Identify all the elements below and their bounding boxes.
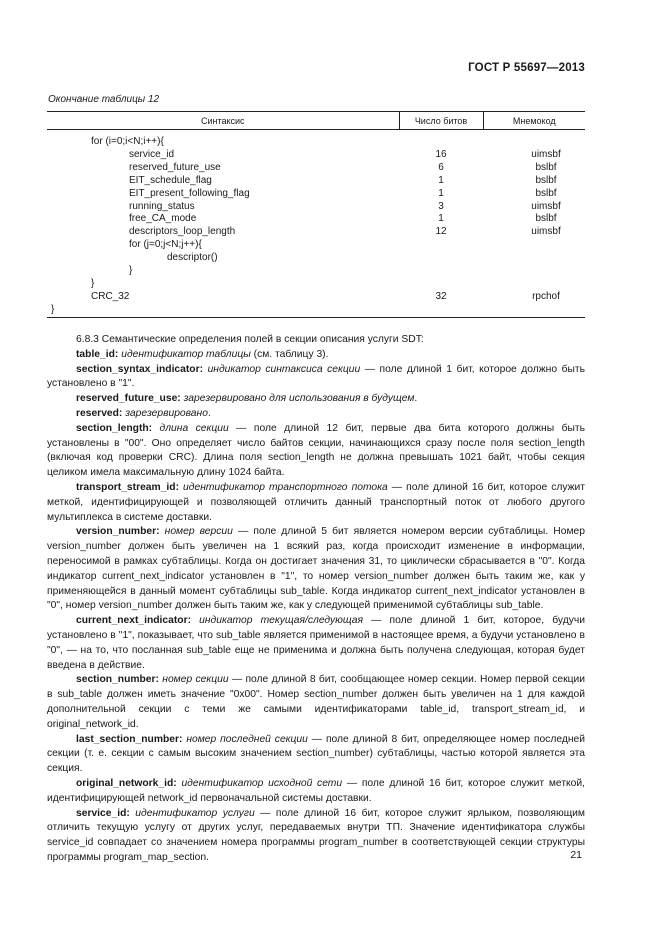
mnemonic-cell [483, 278, 585, 291]
bits-cell: 1 [438, 213, 444, 225]
term: table_id: [76, 348, 119, 360]
definition-transport-stream-id [47, 481, 585, 525]
mnemonic-cell [483, 130, 585, 149]
syntax-cell: } [129, 265, 133, 277]
syntax-table [47, 111, 585, 318]
table-row [47, 149, 585, 162]
bits-cell [399, 239, 483, 252]
table-row [47, 239, 585, 252]
syntax-cell: } [91, 277, 95, 289]
syntax-cell: for (j=0;j<N;j++){ [129, 239, 202, 251]
term: section_number: [76, 674, 159, 686]
col-header-mnemonic: Мнемокод [483, 112, 585, 130]
definition-text: — поле длиной 16 бит, которое служит ярлыком, позволяющим отличить текущую услугу от других услуг, передаваемых внутри ТП. Значение идентификатора службы service_id совпадает со значением номера программы program_number в соответствующей секции структуры программы program_map_section. [47, 807, 585, 863]
table-row [47, 175, 585, 188]
term: last_section_number: [76, 733, 183, 745]
term: section_length: [76, 422, 153, 434]
definition-last-section-number [47, 733, 585, 777]
syntax-cell: service_id [129, 148, 175, 160]
term: current_next_indicator: [76, 615, 192, 627]
term: reserved: [76, 407, 123, 419]
definition-reserved-future-use [47, 392, 585, 407]
table-row [47, 162, 585, 175]
table-row [47, 304, 585, 317]
definition-text: . [207, 407, 211, 419]
definition-text: — поле длиной 16 бит, которое служит меткой, идентифицирующей и позволяющей отличить данный транспортный поток от любого другого мультиплекса в системе доставки. [47, 481, 585, 523]
term: original_network_id: [76, 777, 177, 789]
section-heading: 6.8.3 Семантические определения полей в секции описания услуги SDT: [76, 334, 424, 345]
table-caption: Окончание таблицы 12 [48, 94, 160, 105]
mnemonic-cell: rpchof [532, 290, 560, 302]
syntax-cell: reserved_future_use [129, 161, 221, 173]
mnemonic-cell: bslbf [535, 174, 557, 186]
term-name: номер последней секции [186, 733, 308, 745]
bits-cell: 32 [435, 290, 447, 302]
bits-cell: 16 [435, 148, 447, 160]
definition-text: — поле длиной 5 бит является номером версии субтаблицы. Номер version_number должен быть увеличен на 1 всякий раз, когда происходит изменение в информации, переносимой в рамках субтаблицы. Когда он достигает значения 31, то циклически сбрасывается в "0". Когда индикатор current_next_indicator установлен в "1", то номер version_number должен быть таким же, как у применяющейся в данный момент субтаблицы sub_table. Когда индикатор current_next_indicator установлен в "0", номер version_number должен быть таким же, как у следующей применимой субтаблицы sub_table. [47, 526, 585, 612]
mnemonic-cell [483, 252, 585, 265]
table-row [47, 201, 585, 214]
term-name: идентификатор транспортного потока [183, 481, 388, 493]
table-row [47, 278, 585, 291]
term: section_syntax_indicator: [76, 363, 204, 375]
mnemonic-cell [483, 239, 585, 252]
definition-text: — поле длиной 1 бит, которое должно быть установлено в "1". [47, 363, 585, 390]
bits-cell [399, 278, 483, 291]
table-row [47, 226, 585, 239]
syntax-cell: } [47, 304, 399, 317]
term-name: зарезервировано для использования в будущем [183, 393, 415, 405]
term-name: номер версии [164, 526, 233, 538]
term-name: номер секции [162, 674, 229, 686]
mnemonic-cell: bslbf [535, 187, 557, 199]
standard-header: ГОСТ Р 55697—2013 [468, 62, 585, 74]
term-name: индикатор синтаксиса секции [207, 363, 361, 375]
bits-cell [399, 130, 483, 149]
definition-section-syntax-indicator [47, 363, 585, 393]
mnemonic-cell [483, 265, 585, 278]
definition-current-next-indicator [47, 614, 585, 673]
definition-text: — поле длиной 8 бит, определяющее номер последней секции (т. е. секции с самым высоким значением section_number) субтаблицы, частью которой является эта секция. [47, 733, 585, 775]
definition-version-number [47, 525, 585, 614]
definition-text: (см. таблицу 3). [250, 348, 329, 360]
table-row [47, 130, 585, 149]
syntax-cell: EIT_schedule_flag [129, 174, 212, 186]
table-row [47, 291, 585, 304]
syntax-cell: descriptors_loop_length [129, 226, 236, 238]
syntax-cell: descriptor() [167, 252, 218, 264]
col-header-syntax: Синтаксис [47, 112, 399, 130]
mnemonic-cell: bslbf [535, 213, 557, 225]
term-name: длина секции [159, 422, 229, 434]
table-header-row [47, 112, 585, 130]
table-row [47, 188, 585, 201]
mnemonic-cell: uimsbf [531, 200, 561, 212]
syntax-cell: running_status [129, 200, 195, 212]
definition-table-id [47, 348, 585, 363]
bits-cell: 12 [435, 226, 447, 238]
term: version_number: [76, 526, 160, 538]
mnemonic-cell: uimsbf [531, 148, 561, 160]
term-name: зарезервировано [125, 407, 208, 419]
term-name: идентификатор таблицы [121, 348, 251, 360]
term-name: индикатор текущая/следующая [199, 615, 364, 627]
definition-text: . [414, 393, 418, 405]
col-header-bits: Число битов [399, 112, 483, 130]
definition-section-number [47, 673, 585, 732]
definition-original-network-id [47, 777, 585, 807]
definition-text: — поле длиной 1 бит, которое, будучи установлено в "1", показывает, что sub_table является применимой в настоящее время, а будучи установлено в "0", — на то, что посланная sub_table еще не применима и должна быть получена следующая, которая будет введена в действие. [47, 615, 585, 671]
bits-cell: 6 [438, 161, 444, 173]
syntax-cell: for (i=0;i<N;i++){ [91, 136, 164, 147]
mnemonic-cell [483, 304, 585, 317]
term: service_id: [76, 807, 130, 819]
definition-service-id [47, 807, 585, 866]
syntax-cell: CRC_32 [91, 290, 130, 302]
mnemonic-cell: bslbf [535, 161, 557, 173]
term-name: идентификатор услуги [135, 807, 255, 819]
bits-cell [399, 252, 483, 265]
table-row [47, 265, 585, 278]
definition-text: — поле длиной 16 бит, которое служит меткой, идентифицирующей network_id первоначальной системы доставки. [47, 777, 585, 804]
syntax-cell: free_CA_mode [129, 213, 197, 225]
bits-cell [399, 304, 483, 317]
bits-cell [399, 265, 483, 278]
semantic-definitions [47, 333, 585, 866]
bits-cell: 3 [438, 200, 444, 212]
definition-section-length [47, 422, 585, 481]
definition-text: — поле длиной 12 бит, первые два бита которого должны быть установлены в "00". Оно определяет число байтов секции, начинающихся сразу после поля section_length (включая код проверки CRC). Длина поля section_length не должна превышать 1021 байт, чтобы секция целиком имела максимальную длину 1024 байта. [47, 422, 585, 479]
page-number: 21 [570, 849, 582, 861]
definition-text: — поле длиной 8 бит, сообщающее номер секции. Номер первой секции в sub_table должен иметь значение "0x00". Номер section_number должен быть увеличен на 1 для каждой дополнительной секции с теми же самыми идентификаторами table_id, transport_stream_id, и original_network_id. [47, 674, 585, 730]
definition-reserved [47, 407, 585, 422]
table-row [47, 213, 585, 226]
mnemonic-cell: uimsbf [531, 226, 561, 238]
table-row [47, 252, 585, 265]
bits-cell: 1 [438, 187, 444, 199]
term: reserved_future_use: [76, 393, 181, 405]
syntax-cell: EIT_present_following_flag [129, 187, 250, 199]
bits-cell: 1 [438, 174, 444, 186]
term: transport_stream_id: [76, 481, 179, 493]
term-name: идентификатор исходной сети [181, 777, 343, 789]
